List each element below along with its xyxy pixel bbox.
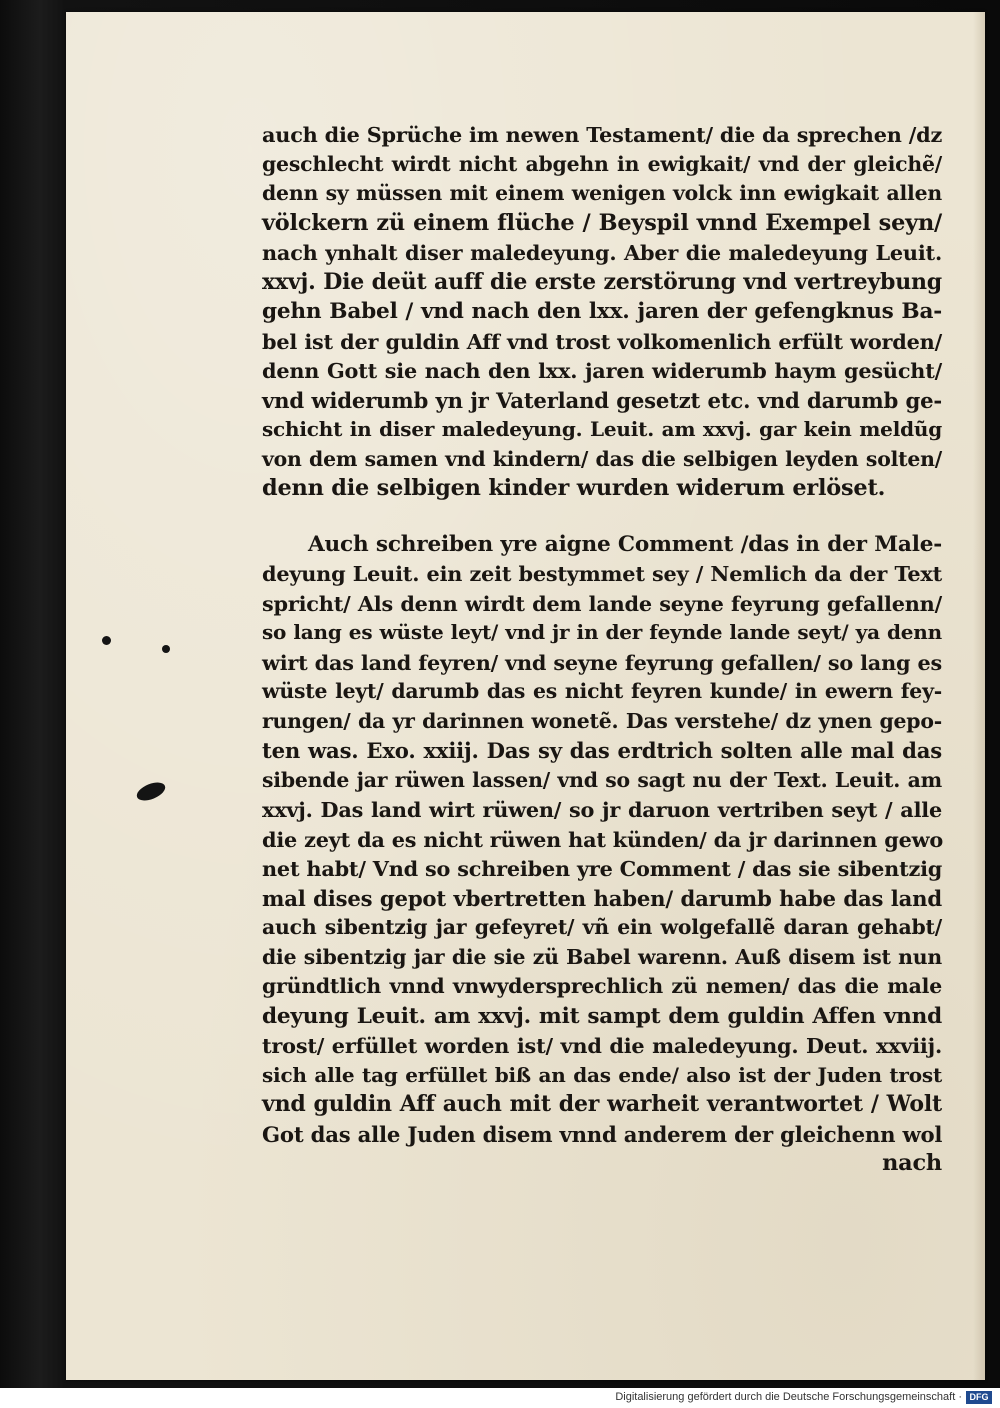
text-line: vnd widerumb yn jr Vaterland gesetzt etc. vnd darumb ge-: [262, 387, 942, 413]
text-line: deyung Leuit. am xxvj. mit sampt dem guldin Affen vnnd: [262, 1003, 942, 1029]
text-line: geschlecht wirdt nicht abgehn in ewigkait/ vnd der gleichẽ/: [262, 151, 942, 176]
text-line: denn die selbigen kinder wurden widerum erlöset.: [262, 475, 886, 501]
text-line: spricht/ Als denn wirdt dem lande seyne feyrung gefallenn/: [262, 590, 942, 616]
text-line: auch sibentzig jar gefeyret/ vñ ein wolgefallẽ daran gehabt/: [262, 915, 942, 939]
text-line: bel ist der guldin Aff vnd trost volkomenlich erfült worden/: [262, 328, 942, 354]
text-line: gehn Babel / vnd nach den lxx. jaren der gefengknus Ba-: [262, 299, 942, 324]
ink-blot: [134, 779, 167, 804]
text-line: rungen/ da yr darinnen wonetẽ. Das verstehe/ dz ynen gepo-: [262, 708, 942, 733]
text-line: xxvj. Das land wirt rüwen/ so jr daruon vertriben seyt / alle: [262, 797, 942, 822]
text-line: xxvj. Die deüt auff die erste zerstörung vnd vertreybung: [262, 268, 942, 295]
text-line: vnd guldin Aff auch mit der warheit verantwortet / Wolt: [262, 1091, 942, 1117]
text-line: wirt das land feyren/ vnd seyne feyrung gefallen/ so lang es: [262, 649, 942, 675]
text-line: nach ynhalt diser maledeyung. Aber die maledeyung Leuit.: [262, 240, 942, 265]
footer-bar: [0, 1388, 1000, 1408]
paragraph-gap: [262, 504, 942, 530]
text-line: so lang es wüste leyt/ vnd jr in der feynde lande seyt/ ya denn: [262, 620, 942, 644]
text-line: wüste leyt/ darumb das es nicht feyren kunde/ in ewern fey-: [262, 679, 942, 703]
text-line: mal dises gepot vbertretten haben/ darumb habe das land: [262, 885, 942, 911]
ink-speck: [102, 636, 111, 645]
text-line: die sibentzig jar die sie zü Babel warenn. Auß disem ist nun: [262, 944, 942, 969]
funding-credit: Digitalisierung gefördert durch die Deutsche Forschungsgemeinschaft ·: [615, 1391, 962, 1403]
text-line: ten was. Exo. xxiij. Das sy das erdtrich solten alle mal das: [262, 738, 942, 763]
dfg-logo-icon: DFG: [966, 1391, 992, 1404]
ink-speck: [162, 645, 170, 653]
text-line: trost/ erfüllet worden ist/ vnd die maledeyung. Deut. xxviij.: [262, 1033, 942, 1058]
text-line: völckern zü einem flüche / Beyspil vnnd Exempel seyn/: [262, 209, 942, 236]
text-line: sich alle tag erfüllet biß an das ende/ also ist der Juden trost: [262, 1062, 942, 1087]
text-line: deyung Leuit. ein zeit bestymmet sey / Nemlich da der Text: [262, 561, 942, 586]
text-line: gründtlich vnnd vnwydersprechlich zü nemen/ das die male: [262, 974, 942, 998]
text-line: net habt/ Vnd so schreiben yre Comment / das sie sibentzig: [262, 856, 943, 881]
page-text: [262, 120, 942, 1179]
text-line: Got das alle Juden disem vnnd anderem der gleichenn wol: [262, 1121, 943, 1147]
text-line: die zeyt da es nicht rüwen hat künden/ da jr darinnen gewo: [262, 826, 944, 852]
book-page: [66, 12, 985, 1380]
text-line: auch die Sprüche im newen Testament/ die da sprechen /dz: [262, 122, 943, 147]
text-line: Auch schreiben yre aigne Comment /das in der Male-: [308, 531, 942, 557]
text-line: sibende jar rüwen lassen/ vnd so sagt nu der Text. Leuit. am: [262, 767, 942, 792]
text-line: von dem samen vnd kindern/ das die selbigen leyden solten/: [262, 446, 942, 471]
text-line: schicht in diser maledeyung. Leuit. am xxvj. gar kein meldũg: [262, 417, 942, 441]
page-edge-shadow: [973, 12, 985, 1380]
catchword: nach: [882, 1150, 942, 1176]
paragraph-1: [262, 120, 942, 504]
paragraph-2: [262, 530, 942, 1179]
text-line: denn sy müssen mit einem wenigen volck inn ewigkait allen: [262, 181, 942, 205]
text-line: denn Gott sie nach den lxx. jaren widerumb haym gesücht/: [262, 358, 942, 383]
